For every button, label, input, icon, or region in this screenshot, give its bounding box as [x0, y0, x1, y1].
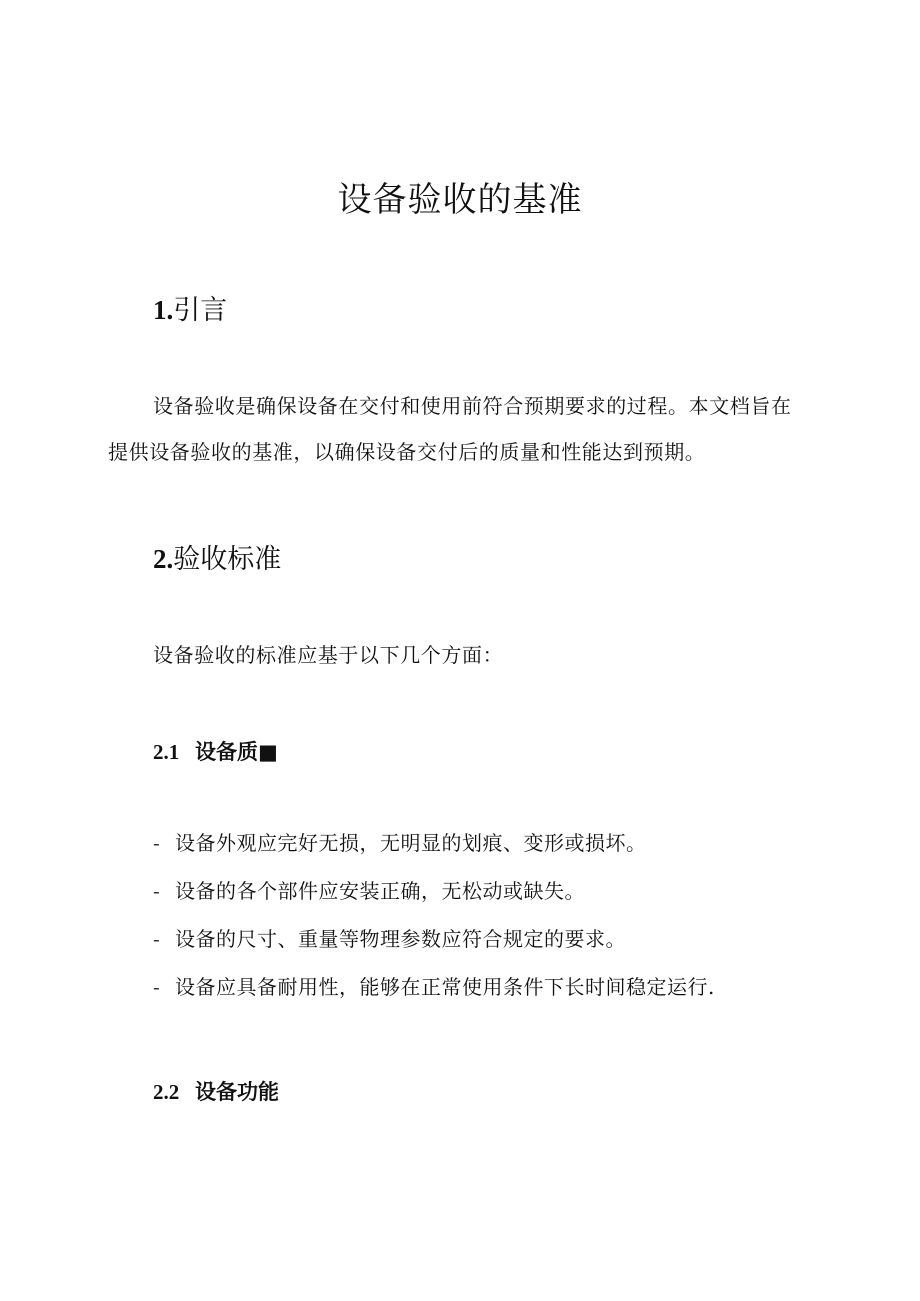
bullet-marker: - [153, 831, 161, 855]
list-item-text: 设备的各个部件应安装正确，无松动或缺失。 [175, 879, 585, 903]
list-item [153, 877, 585, 905]
paragraph-line: 设备验收是确保设备在交付和使用前符合预期要求的过程。本文档旨在 [153, 394, 792, 418]
subsection-heading-equipment-quality [153, 737, 278, 767]
document-title: 设备验收的基准 [337, 180, 583, 220]
subsection-number: 2.1 [153, 740, 180, 764]
section-heading-introduction [153, 292, 227, 329]
list-item-text: 设备的尺寸、重量等物理参数应符合规定的要求。 [175, 927, 626, 951]
section-number: 2. [153, 544, 174, 574]
list-item [153, 973, 715, 1001]
section-title: 引言 [173, 295, 228, 326]
list-item [153, 829, 647, 857]
bullet-marker: - [153, 927, 161, 951]
paragraph-line: 提供设备验收的基准，以确保设备交付后的质量和性能达到预期。 [108, 440, 706, 464]
subsection-title: 设备功能 [195, 1080, 279, 1104]
list-item [153, 925, 626, 953]
bullet-marker: - [153, 975, 161, 999]
list-item-text: 设备应具备耐用性，能够在正常使用条件下长时间稳定运行. [175, 975, 715, 999]
section-title: 验收标准 [173, 544, 282, 575]
section-heading-acceptance-criteria [153, 541, 281, 578]
list-item-text: 设备外观应完好无损，无明显的划痕、变形或损坏。 [175, 831, 647, 855]
subsection-number: 2.2 [153, 1080, 180, 1104]
subsection-heading-equipment-function [153, 1077, 279, 1107]
bullet-marker: - [153, 879, 161, 903]
section-intro: 设备验收的标准应基于以下几个方面： [153, 643, 504, 667]
section-number: 1. [153, 295, 174, 325]
subsection-title: 设备质■ [195, 740, 278, 764]
